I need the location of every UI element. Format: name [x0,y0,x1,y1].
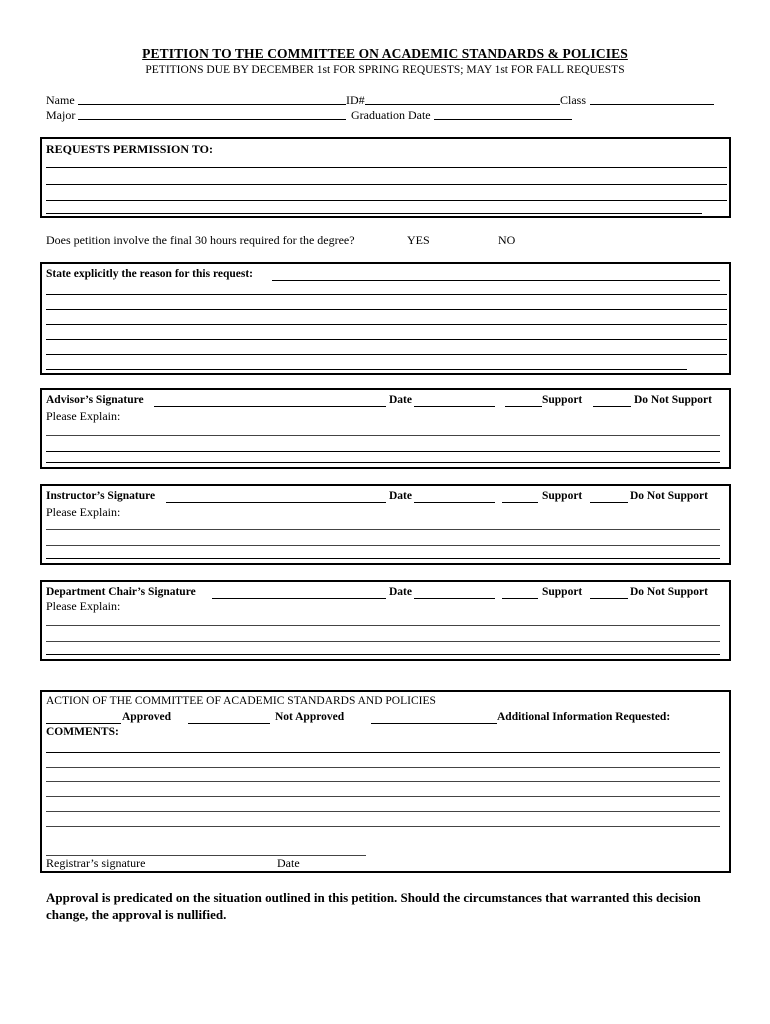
chair-box [40,580,731,661]
registrar-date-label: Date [277,856,300,870]
final-hours-question: Does petition involve the final 30 hours required for the degree? [46,233,355,247]
instructor-box [40,484,731,565]
committee-heading: ACTION OF THE COMMITTEE OF ACADEMIC STANDARDS AND POLICIES [46,695,436,707]
class-field[interactable] [590,104,714,105]
advisor-explain-line[interactable] [46,462,720,463]
instructor-explain-line[interactable] [46,558,720,559]
instructor-signature-label: Instructor’s Signature [46,490,156,502]
request-line[interactable] [46,184,727,185]
major-label: Major [46,108,76,122]
advisor-signature-field[interactable] [154,406,386,407]
advisor-support-check[interactable] [505,406,542,407]
additional-info-label: Additional Information Requested: [497,711,671,723]
instructor-not-support-check[interactable] [590,502,628,503]
reason-box [40,262,731,375]
chair-support-check[interactable] [502,598,538,599]
approved-label: Approved [122,711,171,723]
advisor-date-label: Date [389,394,412,406]
reason-label: State explicitly the reason for this request: [46,268,253,280]
instructor-explain-label: Please Explain: [46,505,121,519]
approved-check[interactable] [46,723,121,724]
not-approved-check[interactable] [188,723,270,724]
registrar-signature-label: Registrar’s signature [46,856,146,870]
instructor-support-check[interactable] [502,502,538,503]
comments-line[interactable] [46,767,720,768]
advisor-explain-line[interactable] [46,451,720,452]
graduation-date-label: Graduation Date [351,108,431,122]
chair-signature-label: Department Chair’s Signature [46,586,196,598]
additional-info-check[interactable] [371,723,497,724]
yes-option[interactable]: YES [407,233,430,247]
form-subtitle: PETITIONS DUE BY DECEMBER 1st FOR SPRING REQUESTS; MAY 1st FOR FALL REQUESTS [145,64,625,76]
comments-line[interactable] [46,752,720,753]
comments-line[interactable] [46,781,720,782]
instructor-support-label: Support [542,490,583,502]
major-field[interactable] [78,119,346,120]
reason-line[interactable] [272,280,720,281]
chair-signature-field[interactable] [212,598,386,599]
request-line[interactable] [46,167,727,168]
approval-note: Approval is predicated on the situation outlined in this petition. Should the circumstances that warranted this decision change, the approval is nullified. [46,890,701,922]
graduation-date-field[interactable] [434,119,572,120]
id-label: ID# [346,93,365,107]
chair-not-support-label: Do Not Support [630,586,708,598]
request-label: REQUESTS PERMISSION TO: [46,142,213,156]
comments-line[interactable] [46,796,720,797]
reason-line[interactable] [46,324,727,325]
chair-explain-label: Please Explain: [46,599,121,613]
class-label: Class [560,93,587,107]
reason-line[interactable] [46,294,727,295]
instructor-not-support-label: Do Not Support [630,490,708,502]
comments-line[interactable] [46,826,720,827]
chair-support-label: Support [542,586,583,598]
advisor-date-field[interactable] [414,406,495,407]
advisor-support-label: Support [542,394,583,406]
chair-date-field[interactable] [414,598,495,599]
chair-explain-line[interactable] [46,641,720,642]
chair-not-support-check[interactable] [590,598,628,599]
no-option[interactable]: NO [498,233,516,247]
request-line[interactable] [46,200,727,201]
instructor-signature-field[interactable] [166,502,386,503]
instructor-date-label: Date [389,490,412,502]
request-box [40,137,731,218]
committee-box [40,690,731,873]
comments-label: COMMENTS: [46,726,119,738]
advisor-explain-label: Please Explain: [46,409,121,423]
request-line[interactable] [46,213,702,214]
advisor-not-support-check[interactable] [593,406,631,407]
name-label: Name [46,93,75,107]
advisor-box [40,388,731,469]
comments-line[interactable] [46,811,720,812]
id-field[interactable] [365,104,560,105]
instructor-explain-line[interactable] [46,529,720,530]
chair-explain-line[interactable] [46,654,720,655]
instructor-date-field[interactable] [414,502,495,503]
advisor-explain-line[interactable] [46,435,720,436]
chair-date-label: Date [389,586,412,598]
chair-explain-line[interactable] [46,625,720,626]
reason-line[interactable] [46,339,727,340]
advisor-not-support-label: Do Not Support [634,394,712,406]
advisor-signature-label: Advisor’s Signature [46,394,144,406]
name-field[interactable] [78,104,346,105]
reason-line[interactable] [46,309,727,310]
instructor-explain-line[interactable] [46,545,720,546]
not-approved-label: Not Approved [275,711,345,723]
form-title: PETITION TO THE COMMITTEE ON ACADEMIC STANDARDS & POLICIES [142,46,628,61]
reason-line[interactable] [46,369,687,370]
reason-line[interactable] [46,354,727,355]
